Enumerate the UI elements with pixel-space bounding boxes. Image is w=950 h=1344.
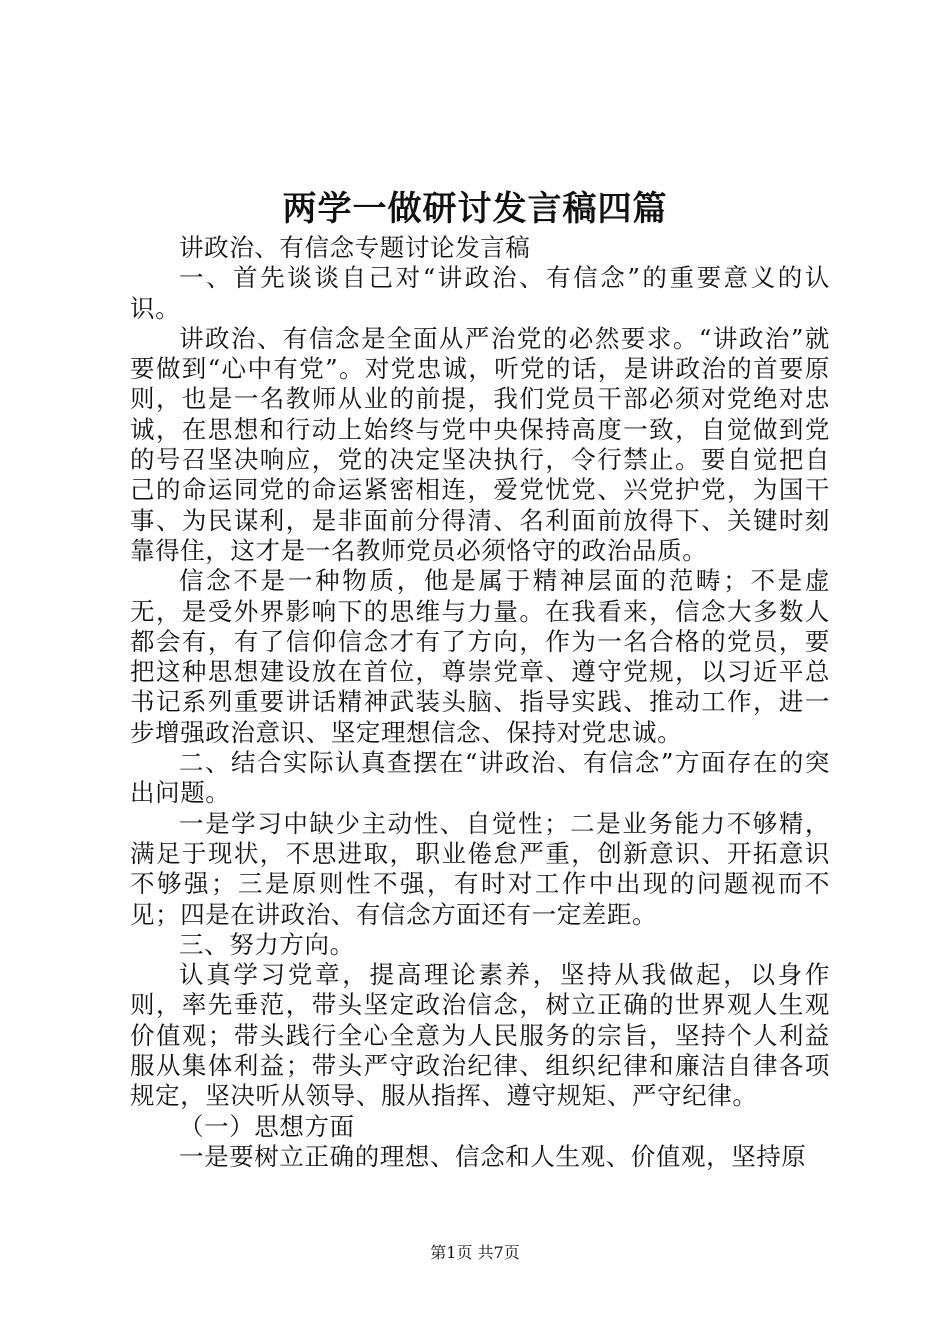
paragraph: 讲政治、有信念是全面从严治党的必然要求。“讲政治”就要做到“心中有党”。对党忠诚，听党的话，是讲政治的首要原则，也是一名教师从业的前提，我们党员干部必须对党绝对忠诚，在思想和行动上始终与党中央保持高度一致，自觉做到党的号召坚决响应，党的决定坚决执行，令行禁止。要自觉把自己的命运同党的命运紧密相连，爱党忧党、兴党护党，为国干事、为民谋利，是非面前分得清、名利面前放得下、关键时刻靠得住，这才是一名教师党员必须恪守的政治品质。 xyxy=(130,323,830,565)
paragraph-subheading-thought: （一）思想方面 xyxy=(179,1111,355,1141)
document-body xyxy=(130,233,830,1172)
paragraph: 一是要树立正确的理想、信念和人生观、价值观，坚持原 xyxy=(179,1141,807,1171)
paragraph: 一是学习中缺少主动性、自觉性；二是业务能力不够精，满足于现状，不思进取，职业倦怠严重，创新意识、开拓意识不够强；三是原则性不强，有时对工作中出现的问题视而不见；四是在讲政治、有信念方面还有一定差距。 xyxy=(130,808,830,929)
paragraph: 认真学习党章，提高理论素养，坚持从我做起，以身作则，率先垂范，带头坚定政治信念，树立正确的世界观人生观价值观；带头践行全心全意为人民服务的宗旨，坚持个人利益服从集体利益；带头严守政治纪律、组织纪律和廉洁自律各项规定，坚决听从领导、服从指挥、遵守规矩、严守纪律。 xyxy=(130,960,830,1111)
document-title: 两学一做研讨发言稿四篇 xyxy=(282,189,668,229)
paragraph: 信念不是一种物质，他是属于精神层面的范畴；不是虚无，是受外界影响下的思维与力量。在我看来，信念大多数人都会有，有了信仰信念才有了方向，作为一名合格的党员，要把这种思想建设放在首位，尊崇党章、遵守党规，以习近平总书记系列重要讲话精神武装头脑、指导实践、推动工作，进一步增强政治意识、坚定理想信念、保持对党忠诚。 xyxy=(130,566,830,747)
paragraph-section-2-heading: 二、结合实际认真查摆在“讲政治、有信念”方面存在的突出问题。 xyxy=(130,748,830,808)
paragraph-subtitle: 讲政治、有信念专题讨论发言稿 xyxy=(179,233,531,262)
page-footer: 第1页 共7页 xyxy=(430,1243,520,1262)
paragraph-section-1-heading: 一、首先谈谈自己对“讲政治、有信念”的重要意义的认识。 xyxy=(130,263,830,323)
paragraph-section-3-heading: 三、努力方向。 xyxy=(179,929,355,959)
